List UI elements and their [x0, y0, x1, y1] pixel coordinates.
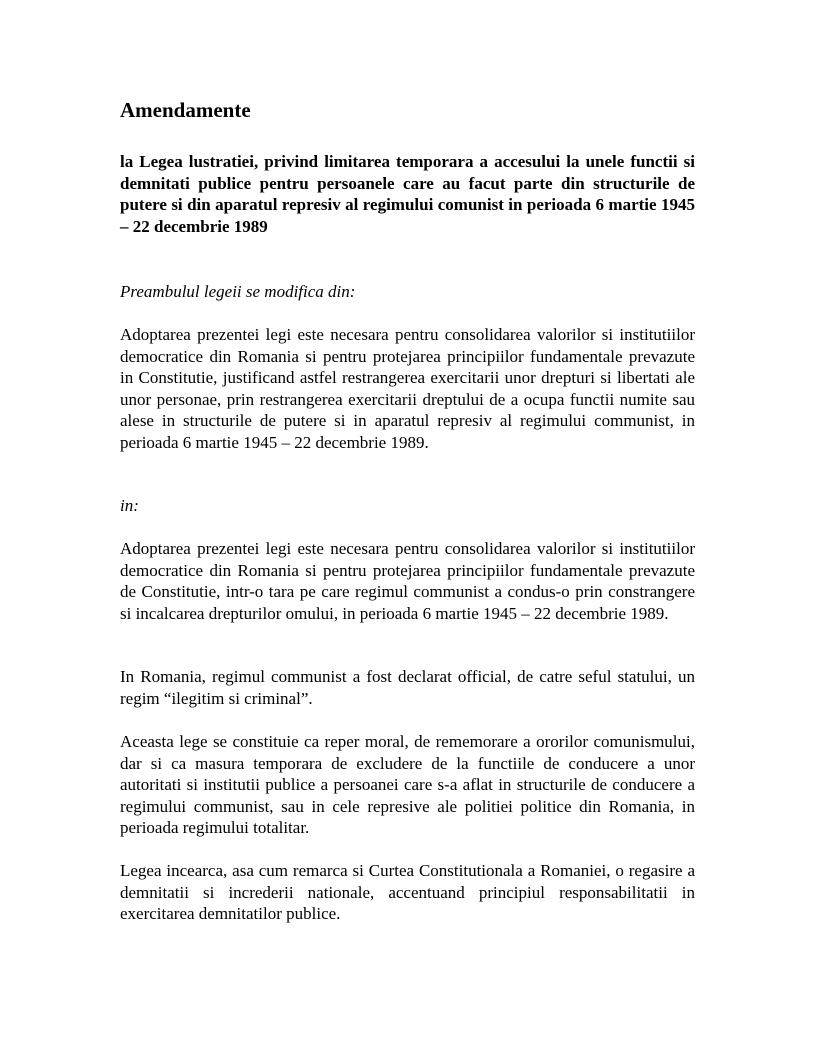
amended-paragraph-3: Aceasta lege se constituie ca reper moral, de rememorare a ororilor comunismului, dar si ca masura temporara de excludere de la functiile de conducere a unor autoritati si institutii publice a persoanei care s-a aflat in structurile de conducere a regimului communist, sau in cele represive ale politiei politice din Romania, in perioada regimului totalitar.: [120, 732, 695, 838]
original-preamble-paragraph: Adoptarea prezentei legi este necesara pentru consolidarea valorilor si institutiilor democratice din Romania si pentru protejarea principiilor fundamentale prevazute in Constitutie, justificand astfel restrangerea exercitarii unor drepturi si libertati ale unor personae, prin restrangerea exercitarii dreptului de a ocupa functii numite sau alese in structurile de putere si in aparatul represiv al regimului communist, in perioada 6 martie 1945 – 22 decembrie 1989.: [120, 325, 695, 452]
document-subtitle: la Legea lustratiei, privind limitarea temporara a accesului la unele functii si demnitati publice pentru persoanele care au facut parte din structurile de putere si din aparatul represiv al regimului comunist in perioada 6 martie 1945 – 22 decembrie 1989: [120, 152, 695, 236]
amended-paragraph-1: Adoptarea prezentei legi este necesara pentru consolidarea valorilor si institutiilor democratice din Romania si pentru protejarea principiilor fundamentale prevazute de Constitutie, intr-o tara pe care regimul communist a condus-o prin constrangere si incalcarea drepturilor omului, in perioada 6 martie 1945 – 22 decembrie 1989.: [120, 539, 695, 623]
amended-paragraph-4: Legea incearca, asa cum remarca si Curtea Constitutionala a Romaniei, o regasire a demnitatii si increderii nationale, accentuand principiul responsabilitatii in exercitarea demnitatilor publice.: [120, 861, 695, 924]
document-title: Amendamente: [120, 98, 251, 122]
into-label: in:: [120, 496, 139, 515]
preamble-intro: Preambulul legeii se modifica din:: [120, 282, 356, 301]
amended-paragraph-2: In Romania, regimul communist a fost declarat official, de catre seful statului, un regim “ilegitim si criminal”.: [120, 667, 695, 708]
